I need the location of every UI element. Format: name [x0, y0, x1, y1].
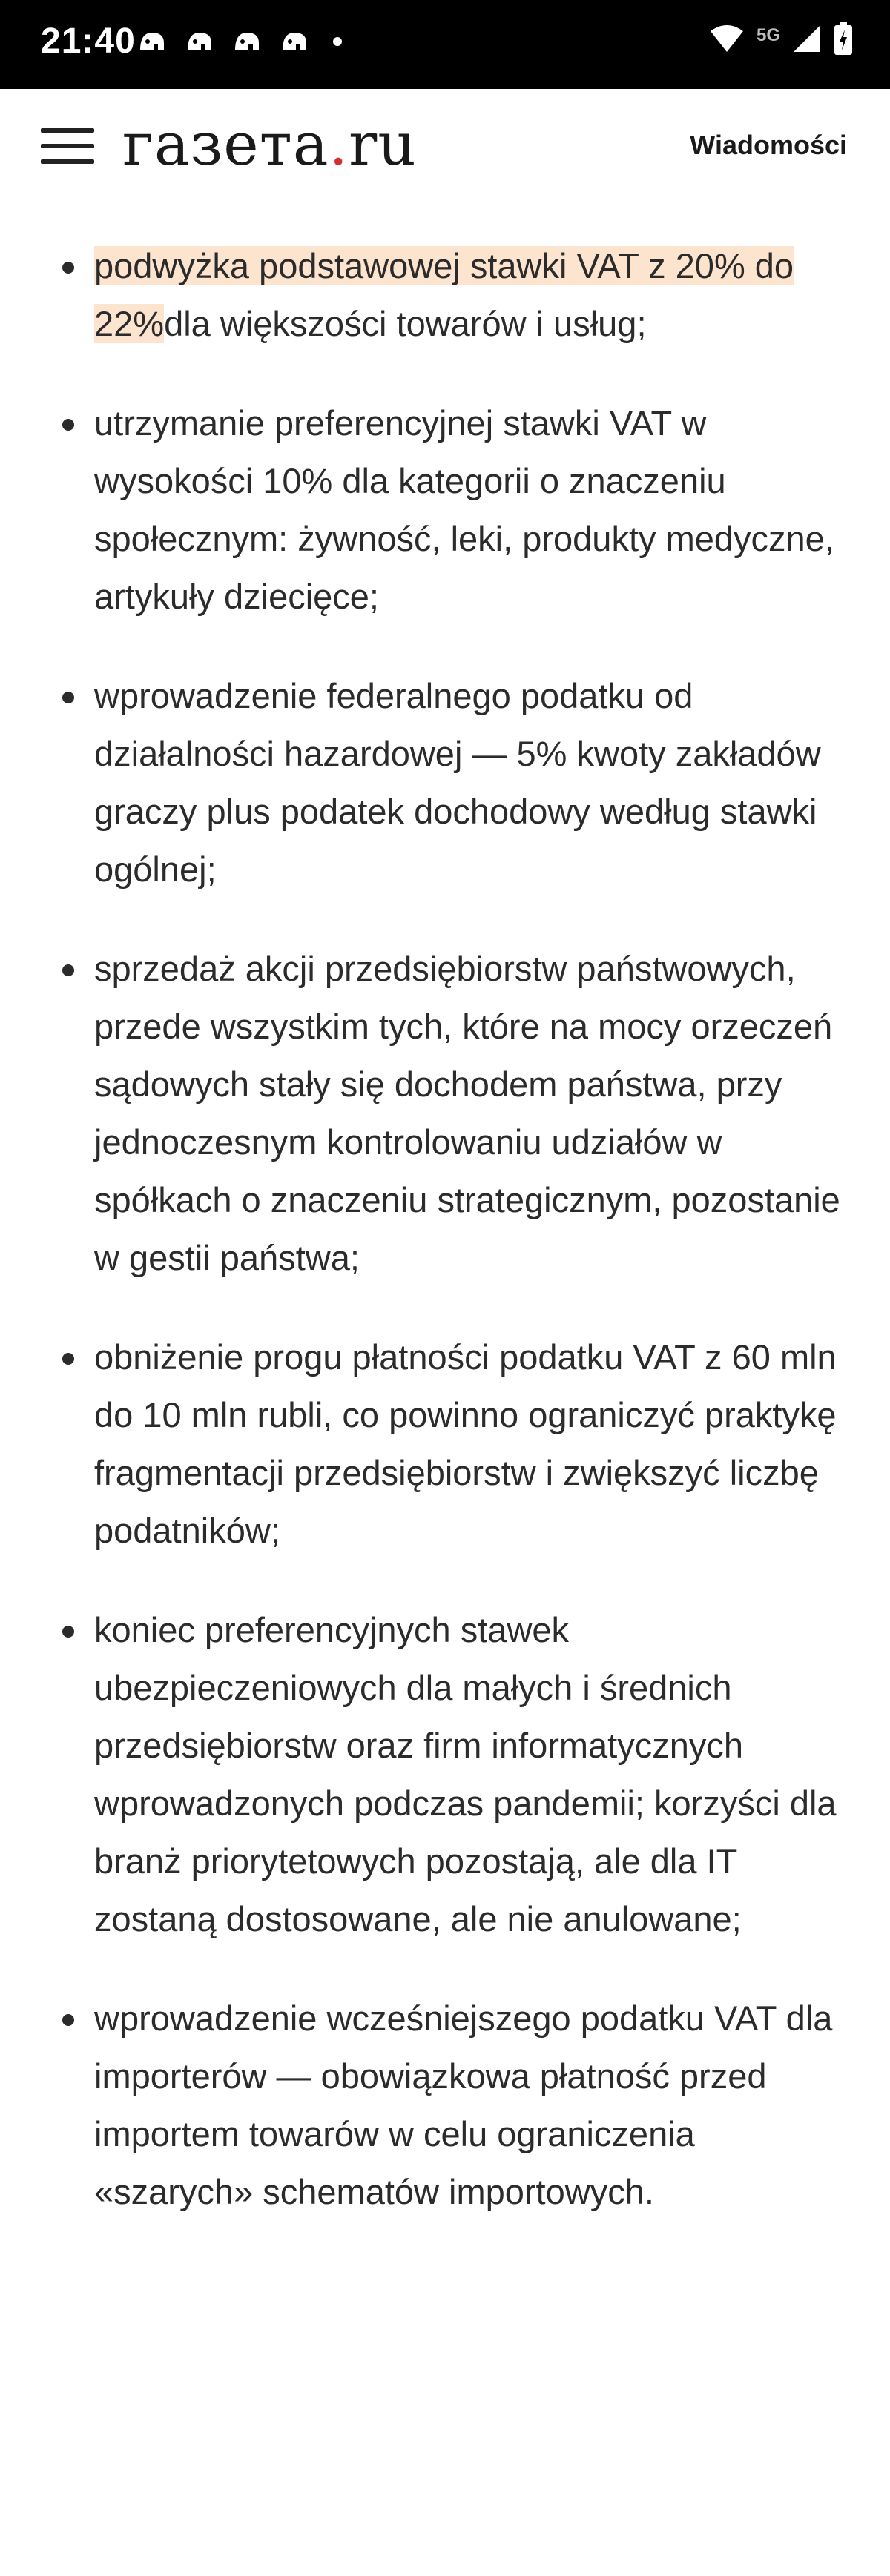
list-item-text: sprzedaż akcji przedsiębiorstw państwowych, przede wszystkim tych, które na mocy orzeczeń sądowych stały się dochodem państwa, przy jednoczesnym kontrolowaniu udziałów w spółkach o znaczeniu strategicznym, pozostanie w gestii państwa; [94, 949, 840, 1277]
list-item [0, 667, 890, 898]
list-item [0, 1601, 890, 1948]
site-header [0, 89, 890, 200]
bullet-icon [62, 419, 74, 431]
logo-dot: . [329, 110, 349, 179]
list-item [0, 940, 890, 1287]
status-time: 21:40 [41, 21, 136, 61]
logo-main: газета [122, 110, 329, 179]
highlighted-text: podwyżka podstawowej stawki VAT z 20% do 22% [94, 246, 794, 343]
list-item [0, 394, 890, 626]
notification-icon [232, 28, 262, 55]
list-item-text: utrzymanie preferencyjnej stawki VAT w wysokości 10% dla kategorii o znaczeniu społecznym: żywność, leki, produkty medyczne, artykuły dziecięce; [94, 403, 834, 616]
menu-icon[interactable] [41, 128, 94, 164]
bullet-icon [62, 2014, 74, 2026]
bullet-icon [62, 692, 74, 703]
list-item-text: wprowadzenie wcześniejszego podatku VAT dla importerów — obowiązkowa płatność przed importem towarów w celu ograniczenia «szarych» schematów importowych. [94, 1999, 833, 2211]
list-item-text: wprowadzenie federalnego podatku od działalności hazardowej — 5% kwoty zakładów graczy plus podatek dochodowy według stawki ogólnej; [94, 676, 821, 889]
notification-icon [137, 28, 167, 55]
list-item-text: obniżenie progu płatności podatku VAT z 60 mln do 10 mln rubli, co powinno ograniczyć praktykę fragmentacji przedsiębiorstw i zwiększyć liczbę podatników; [94, 1337, 837, 1550]
logo-tld: ru [348, 110, 417, 179]
bullet-icon [62, 1353, 74, 1365]
article-body [0, 237, 890, 2262]
list-item-text: dla większości towarów i usług; [164, 304, 647, 343]
status-bar [0, 0, 890, 89]
list-item-text: koniec preferencyjnych stawek ubezpieczeniowych dla małych i średnich przedsiębiorstw oraz firm informatycznych wprowadzonych podczas pandemii; korzyści dla branż priorytetowych pozostają, ale dla IT zostaną dostosowane, ale nie anulowane; [94, 1610, 837, 1938]
bullet-list [0, 237, 890, 2221]
bullet-icon [62, 964, 74, 976]
bullet-icon [62, 1626, 74, 1638]
list-item [0, 237, 890, 353]
notification-icons [137, 28, 342, 55]
network-type-label: 5G [756, 24, 780, 45]
list-item [0, 1328, 890, 1560]
battery-icon [834, 22, 853, 59]
bullet-icon [62, 262, 74, 274]
site-logo[interactable] [122, 110, 417, 179]
system-icons [709, 22, 853, 59]
wifi-icon [709, 24, 745, 57]
list-item [0, 1990, 890, 2221]
notification-icon [280, 28, 309, 55]
more-notifications-dot [333, 37, 342, 46]
news-nav-link[interactable]: Wiadomości [690, 130, 847, 160]
signal-icon [792, 24, 822, 57]
notification-icon [185, 28, 214, 55]
